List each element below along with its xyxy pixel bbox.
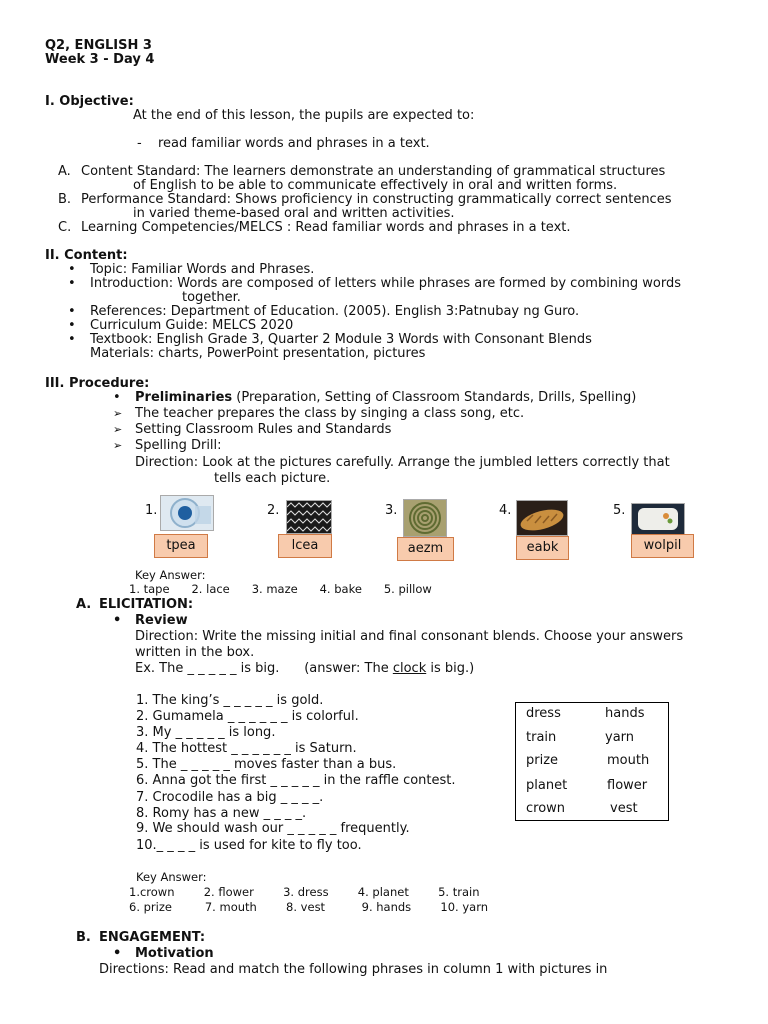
- pillow-picture: [631, 503, 685, 535]
- spelling-num-5: 5.: [613, 503, 626, 518]
- spelling-direction: Direction: Look at the pictures carefully. Arrange the jumbled letters correctly that: [135, 455, 670, 470]
- performance-standard: Performance Standard: Shows proficiency in constructing grammatically correct sentences: [81, 192, 672, 207]
- review-example-post: is big.): [426, 661, 475, 676]
- procedure-step-spelling: ➢ Spelling Drill:: [135, 438, 222, 454]
- word-choice: flower: [607, 778, 648, 793]
- preliminaries: [135, 390, 636, 406]
- review-example-pre: Ex. The _ _ _ _ _ is big. (answer: The: [135, 661, 393, 676]
- review-example-answer: clock: [392, 661, 427, 676]
- jumbled-word-3: aezm: [397, 537, 454, 561]
- content-topic: • Topic: Familiar Words and Phrases.: [90, 262, 314, 278]
- spelling-num-4: 4.: [499, 503, 512, 518]
- procedure-step-rules: ➢ Setting Classroom Rules and Standards: [135, 422, 391, 438]
- review-example: [135, 661, 474, 677]
- spelling-num-1: 1.: [145, 503, 158, 518]
- review-key-label: Key Answer:: [136, 870, 207, 884]
- motivation-heading: • Motivation: [135, 946, 214, 962]
- objective-intro: At the end of this lesson, the pupils are expected to:: [133, 108, 475, 123]
- maze-picture: [403, 499, 447, 537]
- objective-item: read familiar words and phrases in a text.: [158, 136, 430, 151]
- elicitation-heading: ELICITATION:: [99, 597, 194, 612]
- objective-dash: -: [137, 136, 142, 151]
- spelling-num-3: 3.: [385, 503, 398, 518]
- word-choice-box: [515, 702, 669, 821]
- spelling-direction-cont: tells each picture.: [214, 471, 331, 486]
- bake-picture: [516, 500, 568, 536]
- content-textbook: • Textbook: English Grade 3, Quarter 2 Module 3 Words with Consonant Blends: [90, 332, 592, 348]
- review-item-2: 2. Gumamela _ _ _ _ _ _ is colorful.: [136, 709, 359, 724]
- preliminaries-label: Preliminaries: [135, 390, 233, 405]
- jumbled-word-1: tpea: [154, 534, 208, 558]
- jumbled-word-2: lcea: [278, 534, 332, 558]
- review-item-1: 1. The king’s _ _ _ _ _ is gold.: [136, 693, 324, 708]
- word-choice: hands: [605, 706, 645, 721]
- standard-b-label: B.: [58, 192, 72, 207]
- review-item-6: 6. Anna got the first _ _ _ _ _ in the raffle contest.: [136, 773, 456, 788]
- review-item-7: 7. Crocodile has a big _ _ _ _.: [136, 790, 324, 805]
- word-choice: yarn: [605, 730, 635, 745]
- content-standard-cont: of English to be able to communicate effectively in oral and written forms.: [133, 178, 618, 193]
- content-curriculum: • Curriculum Guide: MELCS 2020: [90, 318, 293, 334]
- jumbled-word-5: wolpil: [631, 534, 694, 558]
- word-choice: prize: [526, 753, 559, 768]
- standard-a-label: A.: [58, 164, 71, 179]
- standard-c-label: C.: [58, 220, 72, 235]
- review-item-5: 5. The _ _ _ _ _ moves faster than a bus.: [136, 757, 397, 772]
- content-heading: II. Content:: [45, 248, 128, 263]
- tape-picture: [160, 495, 214, 531]
- performance-standard-cont: in varied theme-based oral and written activities.: [133, 206, 455, 221]
- review-key-row-2: 6. prize 7. mouth 8. vest 9. hands 10. yarn: [129, 900, 489, 914]
- content-materials: Materials: charts, PowerPoint presentation, pictures: [90, 346, 426, 361]
- word-choice: train: [526, 730, 557, 745]
- review-item-3: 3. My _ _ _ _ _ is long.: [136, 725, 276, 740]
- word-choice: dress: [526, 706, 561, 721]
- content-references: • References: Department of Education. (2005). English 3:Patnubay ng Guro.: [90, 304, 579, 320]
- content-introduction-cont: together.: [182, 290, 241, 305]
- jumbled-word-4: eabk: [516, 536, 569, 560]
- review-key-row-1: 1.crown 2. flower 3. dress 4. planet 5. train: [129, 885, 480, 899]
- review-item-4: 4. The hottest _ _ _ _ _ _ is Saturn.: [136, 741, 357, 756]
- engagement-heading: ENGAGEMENT:: [99, 930, 206, 945]
- word-choice: mouth: [607, 753, 650, 768]
- elicitation-label: A.: [76, 597, 92, 612]
- spelling-num-2: 2.: [267, 503, 280, 518]
- word-choice: planet: [526, 778, 568, 793]
- lace-picture: [286, 500, 332, 534]
- doc-title: Q2, ENGLISH 3: [45, 38, 152, 53]
- procedure-step-song: ➢ The teacher prepares the class by singing a class song, etc.: [135, 406, 524, 422]
- spelling-key-answers: 1. tape 2. lace 3. maze 4. bake 5. pillow: [129, 582, 432, 596]
- engagement-label: B.: [76, 930, 91, 945]
- spelling-key-label: Key Answer:: [135, 568, 206, 582]
- procedure-heading: III. Procedure:: [45, 376, 150, 391]
- content-introduction: • Introduction: Words are composed of letters while phrases are formed by combining words: [90, 276, 681, 292]
- word-choice: crown: [526, 801, 566, 816]
- review-item-8: 8. Romy has a new _ _ _ _.: [136, 806, 307, 821]
- review-direction-cont: written in the box.: [135, 645, 255, 660]
- review-direction: Direction: Write the missing initial and final consonant blends. Choose your answers: [135, 629, 684, 644]
- objective-heading: I. Objective:: [45, 94, 134, 109]
- review-heading: • Review: [135, 613, 188, 629]
- learning-competencies: Learning Competencies/MELCS : Read familiar words and phrases in a text.: [81, 220, 571, 235]
- content-standard: Content Standard: The learners demonstrate an understanding of grammatical structures: [81, 164, 666, 179]
- review-item-9: 9. We should wash our _ _ _ _ _ frequently.: [136, 821, 410, 836]
- word-choice: vest: [610, 801, 638, 816]
- preliminaries-desc: (Preparation, Setting of Classroom Standards, Drills, Spelling): [232, 390, 637, 405]
- doc-subtitle: Week 3 - Day 4: [45, 52, 155, 67]
- review-item-10: 10._ _ _ _ is used for kite to fly too.: [136, 838, 362, 853]
- motivation-directions: Directions: Read and match the following phrases in column 1 with pictures in: [99, 962, 608, 977]
